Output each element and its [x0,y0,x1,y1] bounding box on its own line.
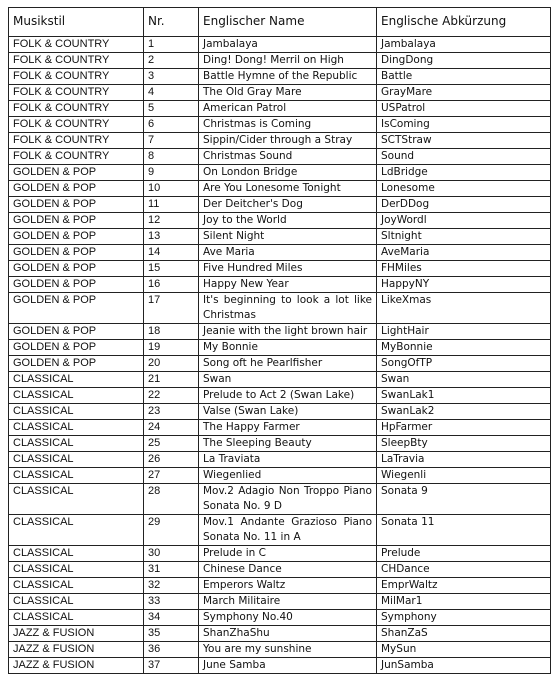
cell-english-name: Happy New Year [199,277,377,293]
cell-music-style: GOLDEN & POP [9,340,144,356]
cell-english-name: Mov.1 Andante Grazioso Piano Sonata No. 11 in A [199,515,377,546]
table-row [9,388,551,404]
cell-music-style: CLASSICAL [9,546,144,562]
cell-english-abbreviation: DingDong [377,53,551,69]
cell-music-style: GOLDEN & POP [9,324,144,340]
cell-english-abbreviation: IsComing [377,117,551,133]
cell-english-name: Sippin/Cider through a Stray [199,133,377,149]
cell-english-abbreviation: JunSamba [377,658,551,674]
table-row [9,117,551,133]
cell-english-abbreviation: Lonesome [377,181,551,197]
cell-number: 35 [144,626,199,642]
cell-music-style: FOLK & COUNTRY [9,149,144,165]
table-row [9,245,551,261]
table-row [9,626,551,642]
table-row [9,372,551,388]
cell-english-name: Swan [199,372,377,388]
cell-english-name: My Bonnie [199,340,377,356]
cell-english-name: American Patrol [199,101,377,117]
table-row [9,261,551,277]
cell-music-style: GOLDEN & POP [9,245,144,261]
cell-number: 3 [144,69,199,85]
table-row [9,452,551,468]
header-english-abbreviation: Englische Abkürzung [377,8,551,37]
cell-number: 16 [144,277,199,293]
cell-english-name: La Traviata [199,452,377,468]
table-row [9,101,551,117]
table-row [9,356,551,372]
table-row [9,594,551,610]
cell-english-abbreviation: JoyWordl [377,213,551,229]
table-row [9,658,551,674]
cell-english-abbreviation: LikeXmas [377,293,551,324]
cell-music-style: CLASSICAL [9,578,144,594]
cell-music-style: CLASSICAL [9,372,144,388]
cell-music-style: CLASSICAL [9,515,144,546]
cell-english-name: Song oft he Pearlfisher [199,356,377,372]
cell-english-name: Prelude in C [199,546,377,562]
cell-music-style: GOLDEN & POP [9,229,144,245]
cell-english-abbreviation: LaTravia [377,452,551,468]
cell-english-abbreviation: EmprWaltz [377,578,551,594]
table-row [9,340,551,356]
cell-music-style: CLASSICAL [9,610,144,626]
cell-music-style: GOLDEN & POP [9,197,144,213]
cell-english-abbreviation: Wiegenli [377,468,551,484]
cell-music-style: JAZZ & FUSION [9,658,144,674]
cell-english-name: The Old Gray Mare [199,85,377,101]
cell-english-name: Valse (Swan Lake) [199,404,377,420]
cell-number: 25 [144,436,199,452]
cell-number: 4 [144,85,199,101]
cell-music-style: GOLDEN & POP [9,181,144,197]
cell-music-style: GOLDEN & POP [9,356,144,372]
cell-number: 19 [144,340,199,356]
table-row [9,53,551,69]
cell-english-abbreviation: Swan [377,372,551,388]
cell-english-name: Christmas is Coming [199,117,377,133]
header-number: Nr. [144,8,199,37]
cell-number: 21 [144,372,199,388]
cell-number: 24 [144,420,199,436]
cell-english-name: On London Bridge [199,165,377,181]
cell-english-abbreviation: ShanZaS [377,626,551,642]
cell-number: 14 [144,245,199,261]
cell-english-abbreviation: SongOfTP [377,356,551,372]
table-row [9,642,551,658]
cell-english-abbreviation: SleepBty [377,436,551,452]
cell-english-name: Jambalaya [199,37,377,53]
cell-english-abbreviation: MyBonnie [377,340,551,356]
cell-english-name: June Samba [199,658,377,674]
cell-english-name: Mov.2 Adagio Non Troppo Piano Sonata No. 9 D [199,484,377,515]
cell-music-style: FOLK & COUNTRY [9,69,144,85]
cell-number: 22 [144,388,199,404]
table-row [9,468,551,484]
cell-number: 34 [144,610,199,626]
cell-number: 9 [144,165,199,181]
cell-number: 23 [144,404,199,420]
cell-english-abbreviation: FHMiles [377,261,551,277]
cell-music-style: FOLK & COUNTRY [9,85,144,101]
cell-english-name: ShanZhaShu [199,626,377,642]
header-row [9,8,551,37]
cell-music-style: JAZZ & FUSION [9,642,144,658]
cell-number: 18 [144,324,199,340]
table-row [9,420,551,436]
cell-english-abbreviation: MilMar1 [377,594,551,610]
cell-english-abbreviation: Prelude [377,546,551,562]
cell-number: 36 [144,642,199,658]
cell-music-style: CLASSICAL [9,452,144,468]
cell-music-style: JAZZ & FUSION [9,626,144,642]
cell-english-name: Joy to the World [199,213,377,229]
cell-english-abbreviation: Sonata 9 [377,484,551,515]
cell-number: 37 [144,658,199,674]
table-row [9,484,551,515]
cell-english-name: Christmas Sound [199,149,377,165]
cell-number: 29 [144,515,199,546]
cell-english-abbreviation: Sonata 11 [377,515,551,546]
table-row [9,546,551,562]
cell-number: 2 [144,53,199,69]
cell-number: 20 [144,356,199,372]
cell-english-abbreviation: MySun [377,642,551,658]
cell-english-abbreviation: Battle [377,69,551,85]
cell-number: 6 [144,117,199,133]
cell-number: 10 [144,181,199,197]
cell-number: 17 [144,293,199,324]
cell-english-abbreviation: Symphony [377,610,551,626]
table-row [9,404,551,420]
cell-number: 5 [144,101,199,117]
table-row [9,69,551,85]
cell-english-name: Battle Hymne of the Republic [199,69,377,85]
cell-english-name: Wiegenlied [199,468,377,484]
cell-number: 13 [144,229,199,245]
cell-english-abbreviation: AveMaria [377,245,551,261]
table-row [9,85,551,101]
header-english-name: Englischer Name [199,8,377,37]
cell-music-style: FOLK & COUNTRY [9,101,144,117]
cell-english-abbreviation: Sltnight [377,229,551,245]
table-row [9,149,551,165]
cell-music-style: CLASSICAL [9,420,144,436]
cell-english-abbreviation: HpFarmer [377,420,551,436]
table-row [9,562,551,578]
table-row [9,229,551,245]
cell-number: 15 [144,261,199,277]
table-row [9,37,551,53]
cell-music-style: CLASSICAL [9,594,144,610]
cell-music-style: CLASSICAL [9,404,144,420]
cell-english-abbreviation: SwanLak1 [377,388,551,404]
cell-english-name: Silent Night [199,229,377,245]
cell-english-abbreviation: CHDance [377,562,551,578]
cell-english-name: Der Deitcher's Dog [199,197,377,213]
cell-number: 27 [144,468,199,484]
cell-english-name: Are You Lonesome Tonight [199,181,377,197]
table-header [9,8,551,37]
cell-music-style: GOLDEN & POP [9,277,144,293]
table-row [9,610,551,626]
cell-music-style: CLASSICAL [9,436,144,452]
cell-english-name: Ding! Dong! Merril on High [199,53,377,69]
table-row [9,197,551,213]
cell-number: 1 [144,37,199,53]
cell-number: 31 [144,562,199,578]
cell-music-style: FOLK & COUNTRY [9,53,144,69]
cell-english-name: You are my sunshine [199,642,377,658]
cell-music-style: GOLDEN & POP [9,261,144,277]
cell-english-name: Five Hundred Miles [199,261,377,277]
table-row [9,181,551,197]
cell-english-name: Emperors Waltz [199,578,377,594]
cell-english-abbreviation: LdBridge [377,165,551,181]
cell-english-name: March Militaire [199,594,377,610]
cell-music-style: FOLK & COUNTRY [9,117,144,133]
cell-number: 30 [144,546,199,562]
cell-music-style: GOLDEN & POP [9,165,144,181]
cell-english-name: Chinese Dance [199,562,377,578]
music-style-table [8,7,551,674]
cell-number: 32 [144,578,199,594]
cell-english-abbreviation: SCTStraw [377,133,551,149]
cell-english-name: Jeanie with the light brown hair [199,324,377,340]
cell-english-name: Prelude to Act 2 (Swan Lake) [199,388,377,404]
header-music-style: Musikstil [9,8,144,37]
cell-english-abbreviation: Sound [377,149,551,165]
cell-english-abbreviation: SwanLak2 [377,404,551,420]
cell-music-style: GOLDEN & POP [9,293,144,324]
cell-number: 7 [144,133,199,149]
cell-english-abbreviation: GrayMare [377,85,551,101]
cell-english-name: Ave Maria [199,245,377,261]
cell-english-name: It's beginning to look a lot like Christmas [199,293,377,324]
table-row [9,277,551,293]
table-row [9,436,551,452]
cell-english-abbreviation: Jambalaya [377,37,551,53]
table-row [9,324,551,340]
table-row [9,213,551,229]
cell-english-abbreviation: HappyNY [377,277,551,293]
cell-english-name: Symphony No.40 [199,610,377,626]
cell-english-name: The Happy Farmer [199,420,377,436]
cell-number: 11 [144,197,199,213]
table-row [9,578,551,594]
cell-number: 12 [144,213,199,229]
cell-number: 33 [144,594,199,610]
table-row [9,515,551,546]
cell-music-style: CLASSICAL [9,484,144,515]
table-row [9,165,551,181]
cell-music-style: FOLK & COUNTRY [9,133,144,149]
table-body [9,37,551,674]
cell-english-abbreviation: DerDDog [377,197,551,213]
cell-number: 8 [144,149,199,165]
cell-music-style: CLASSICAL [9,468,144,484]
cell-music-style: CLASSICAL [9,562,144,578]
cell-music-style: FOLK & COUNTRY [9,37,144,53]
cell-english-abbreviation: USPatrol [377,101,551,117]
table-row [9,133,551,149]
cell-music-style: CLASSICAL [9,388,144,404]
cell-number: 28 [144,484,199,515]
table-row [9,293,551,324]
cell-number: 26 [144,452,199,468]
cell-english-abbreviation: LightHair [377,324,551,340]
cell-music-style: GOLDEN & POP [9,213,144,229]
cell-english-name: The Sleeping Beauty [199,436,377,452]
